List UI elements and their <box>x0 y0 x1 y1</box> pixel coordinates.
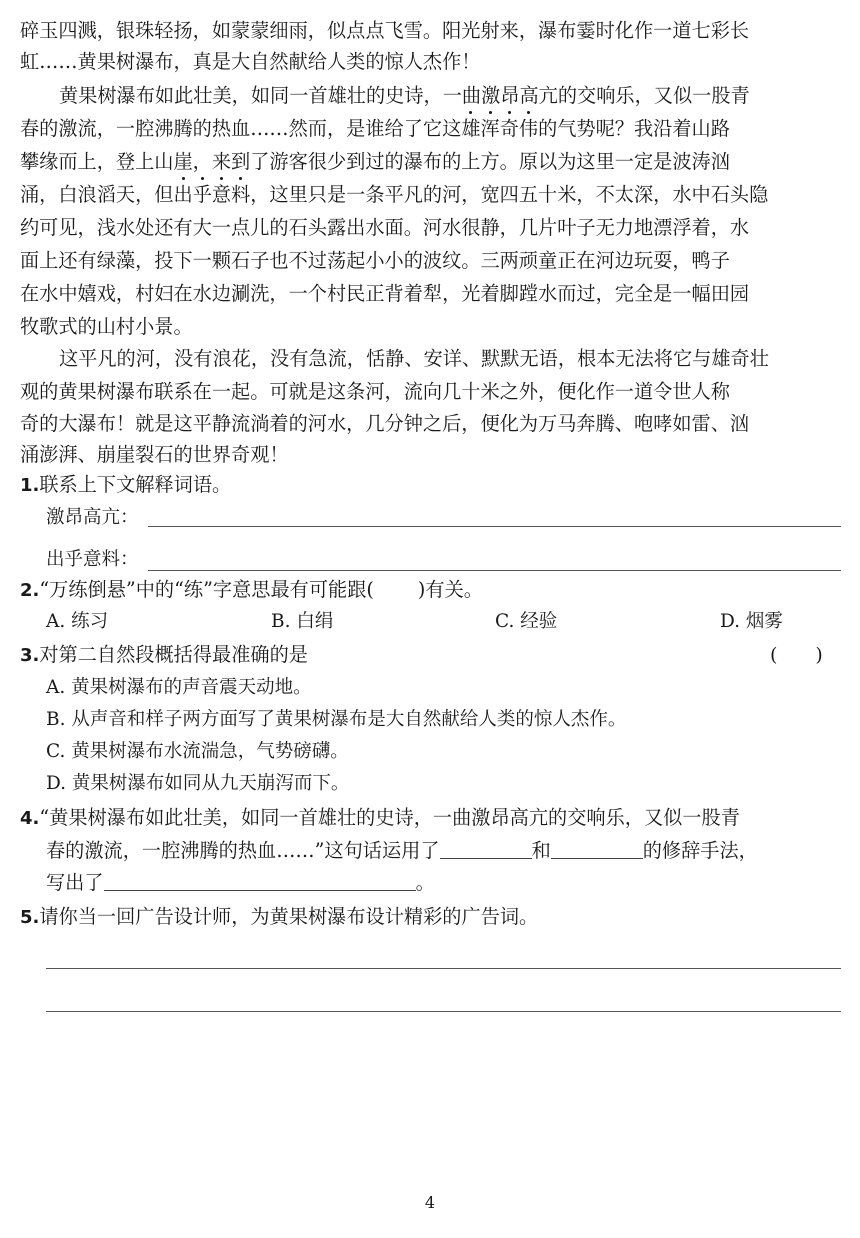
emphasis-char: 雄 <box>461 114 480 144</box>
question-3: 3.对第二自然段概括得最准确的是 <box>20 643 308 666</box>
q3-option-a[interactable]: A. 黄果树瀑布的声音震天动地。 <box>46 677 312 698</box>
dotted-phrase <box>174 183 251 206</box>
q3-answer-parens[interactable]: ( ) <box>770 644 823 666</box>
q3-option-c[interactable]: C. 黄果树瀑布水流湍急，气势磅礴。 <box>46 741 349 762</box>
passage-line: 这平凡的河，没有浪花，没有急流，恬静、安详、默默无语，根本无法将它与雄奇壮 <box>59 347 769 370</box>
passage-line: 春的激流，一腔沸腾的热血……然而，是谁给了它这雄浑奇伟的气势呢？我沿着山路 <box>20 114 842 144</box>
question-2: 2.“万练倒悬”中的“练”字意思最有可能跟( )有关。 <box>20 578 483 601</box>
q4-blank-1[interactable] <box>440 838 532 859</box>
question-4-line-3: 写出了 。 <box>46 871 435 894</box>
passage-line: 在水中嬉戏，村妇在水边涮洗，一个村民正背着犁，光着脚蹚水而过，完全是一幅田园 <box>20 282 750 305</box>
q2-option-c[interactable]: C. 经验 <box>495 611 558 632</box>
question-5: 5.请你当一回广告设计师，为黄果树瀑布设计精彩的广告词。 <box>20 905 539 928</box>
q4-blank-3[interactable] <box>104 870 416 891</box>
passage-line: 黄果树瀑布如此壮美，如同一首雄壮的史诗，一曲激昂高亢的交响乐，又似一股青 <box>59 84 750 107</box>
q1-term2-label: 出乎意料： <box>46 549 139 570</box>
q3-option-d[interactable]: D. 黄果树瀑布如同从九天崩泻而下。 <box>46 773 350 794</box>
page-number: 4 <box>424 1193 436 1212</box>
q2-option-b[interactable]: B. 白绢 <box>271 611 334 632</box>
q2-option-a[interactable]: A. 练习 <box>46 611 109 632</box>
q3-option-b[interactable]: B. 从声音和样子两方面写了黄果树瀑布是大自然献给人类的惊人杰作。 <box>46 709 627 730</box>
passage-line: 观的黄果树瀑布联系在一起。可就是这条河，流向几十米之外，便化作一道令世人称 <box>20 380 730 403</box>
q1-answer-line-2[interactable] <box>148 570 841 571</box>
emphasis-char: 料 <box>231 180 250 210</box>
emphasis-char: 伟 <box>519 114 538 144</box>
passage-line: 牧歌式的山村小景。 <box>20 315 193 338</box>
passage-line: 虹……黄果树瀑布，真是大自然献给人类的惊人杰作！ <box>20 50 481 73</box>
q4-blank-2[interactable] <box>551 838 643 859</box>
q5-answer-line-1[interactable] <box>46 968 841 969</box>
emphasis-char: 出 <box>174 180 193 210</box>
question-4: 4.“黄果树瀑布如此壮美，如同一首雄壮的史诗，一曲激昂高亢的交响乐，又似一股青 <box>20 806 740 829</box>
dotted-phrase <box>461 117 538 140</box>
passage-line: 攀缘而上，登上山崖，来到了游客很少到过的瀑布的上方。原以为这里一定是波涛汹 <box>20 150 730 173</box>
passage-line: 涌澎湃、崩崖裂石的世界奇观！ <box>20 443 289 466</box>
passage-line: 涌，白浪滔天，但出乎意料，这里只是一条平凡的河，宽四五十米，不太深，水中石头隐 <box>20 180 842 210</box>
q5-answer-line-2[interactable] <box>46 1011 841 1012</box>
q1-answer-line-1[interactable] <box>148 526 841 527</box>
passage-line: 碎玉四溅，银珠轻扬，如蒙蒙细雨，似点点飞雪。阳光射来，瀑布霎时化作一道七彩长 <box>20 19 750 42</box>
passage-line: 面上还有绿藻，投下一颗石子也不过荡起小小的波纹。三两顽童正在河边玩耍，鸭子 <box>20 249 730 272</box>
emphasis-char: 浑 <box>481 114 500 144</box>
emphasis-char: 意 <box>212 180 231 210</box>
q2-option-d[interactable]: D. 烟雾 <box>720 611 783 632</box>
question-1: 1.联系上下文解释词语。 <box>20 473 232 496</box>
emphasis-char: 奇 <box>500 114 519 144</box>
passage-line: 约可见，浅水处还有大一点儿的石头露出水面。河水很静，几片叶子无力地漂浮着，水 <box>20 216 750 239</box>
q1-term1-label: 激昂高亢： <box>46 507 139 528</box>
emphasis-char: 乎 <box>193 180 212 210</box>
passage-line: 奇的大瀑布！就是这平静流淌着的河水，几分钟之后，便化为万马奔腾、咆哮如雷、汹 <box>20 412 750 435</box>
question-4-line-2: 春的激流，一腔沸腾的热血……”这句话运用了 和 的修辞手法， <box>46 839 758 862</box>
